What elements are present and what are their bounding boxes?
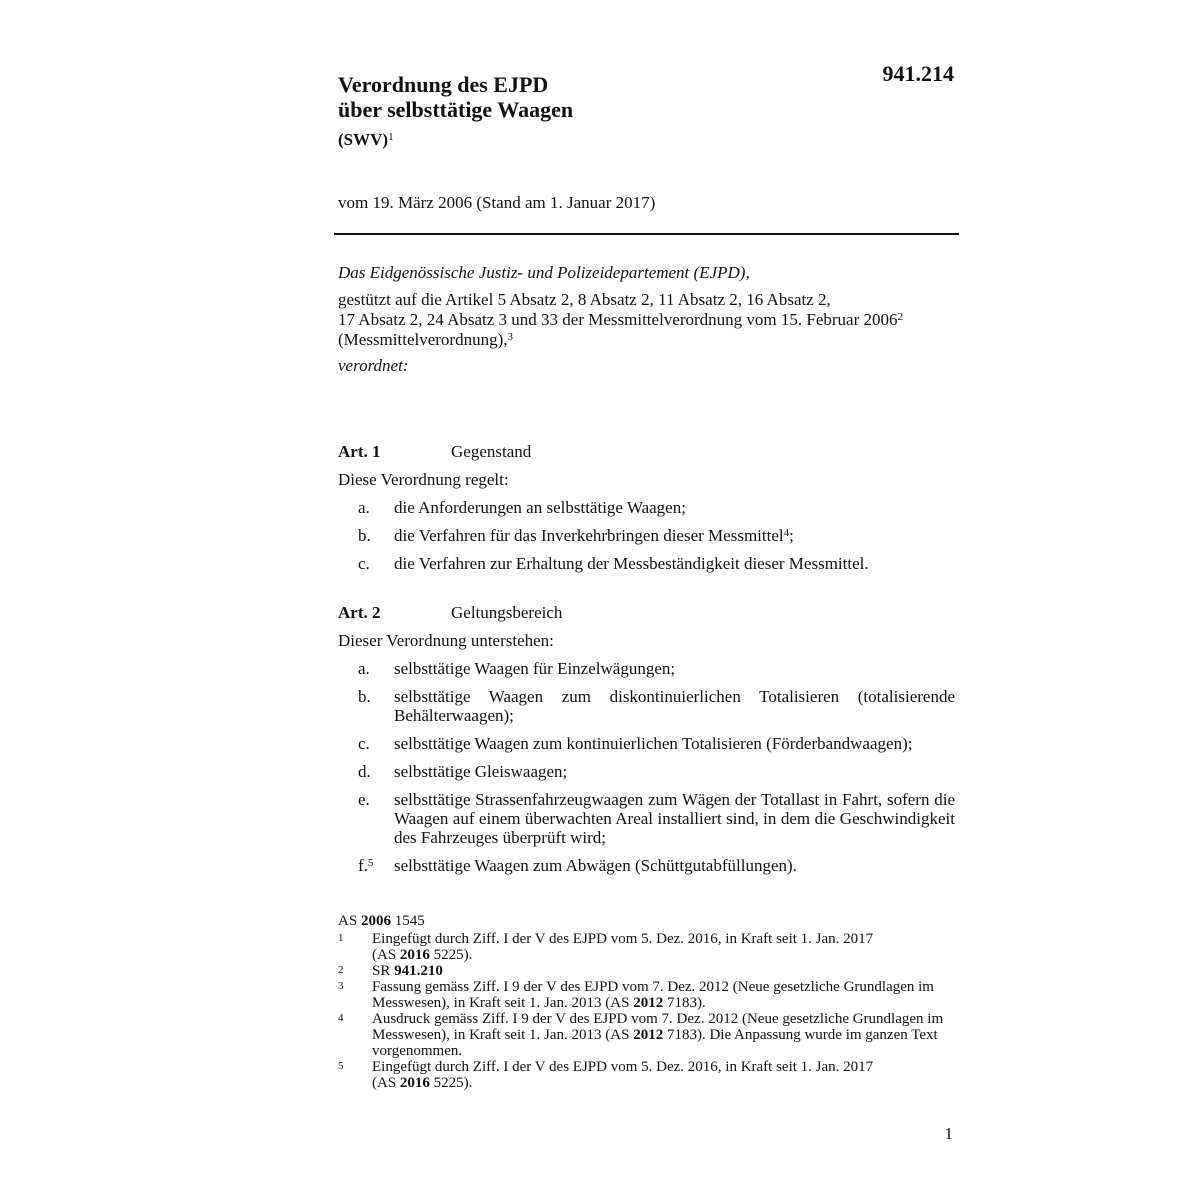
- fn3-bold: 2012: [633, 995, 664, 1011]
- item-text-end: ;: [789, 526, 794, 545]
- footnote-ref-2[interactable]: 2: [897, 311, 904, 323]
- item-letter-wrap: [338, 856, 394, 875]
- page-number: 1: [944, 1124, 953, 1143]
- abbreviation-text: (SWV): [338, 130, 389, 149]
- preamble-authority: Das Eidgenössische Justiz- und Polizeidepartement (EJPD),: [338, 263, 750, 282]
- as-page: 1545: [394, 913, 425, 929]
- date-line: vom 19. März 2006 (Stand am 1. Januar 2017): [338, 193, 656, 212]
- footnote-text: [372, 963, 958, 979]
- item-text: die Verfahren für das Inverkehrbringen dieser Messmittel: [394, 526, 784, 545]
- fn3-a: Fassung gemäss Ziff. I 9 der V des EJPD vom 7. Dez. 2012 (Neue gesetzliche Grundlagen im Messwesen), in Kraft seit 1. Jan. 2013 (AS: [372, 979, 934, 1011]
- preamble-verb: verordnet:: [338, 356, 409, 375]
- article-number: Art. 1: [338, 442, 381, 461]
- fn1-c: 5225).: [433, 947, 473, 963]
- fn4-a: Ausdruck gemäss Ziff. I 9 der V des EJPD vom 7. Dez. 2012 (Neue gesetzliche Grundlagen im Messwesen), in Kraft seit 1. Jan. 2013 (AS: [372, 1011, 944, 1043]
- item-letter: e.: [358, 790, 370, 809]
- document-title: [338, 72, 573, 122]
- fn1-a: Eingefügt durch Ziff. I der V des EJPD vom 5. Dez. 2016, in Kraft seit 1. Jan. 2017: [372, 931, 874, 947]
- fn2-a: SR: [372, 963, 391, 979]
- fn3-c: 7183).: [666, 995, 706, 1011]
- article-intro: Diese Verordnung regelt:: [338, 470, 509, 489]
- footnotes: [338, 913, 958, 1091]
- title-line-1: Verordnung des EJPD: [338, 72, 549, 97]
- fn5-a: Eingefügt durch Ziff. I der V des EJPD vom 5. Dez. 2016, in Kraft seit 1. Jan. 2017: [372, 1059, 874, 1075]
- footnote-4: [338, 1011, 958, 1059]
- footnote-2: [338, 963, 958, 979]
- fn1-bold: 2016: [399, 947, 430, 963]
- fn5-b: (AS: [372, 1075, 397, 1091]
- fn5-c: 5225).: [433, 1075, 473, 1091]
- sr-number: 941.214: [882, 61, 954, 86]
- item-letter: d.: [358, 762, 371, 781]
- item-text: selbsttätige Waagen zum diskontinuierlichen Totalisieren (totalisierende Behälterwaagen);: [394, 687, 955, 725]
- footnote-text: [372, 1011, 958, 1059]
- list-item: [338, 856, 955, 875]
- item-text-wrap: [394, 526, 955, 545]
- basis-line-2-text: 17 Absatz 2, 24 Absatz 3 und 33 der Messmittelverordnung vom 15. Februar 2006: [338, 310, 898, 329]
- item-letter: c.: [358, 734, 370, 753]
- list-item: [338, 659, 955, 678]
- article-title: Gegenstand: [451, 442, 532, 461]
- fn1-b: (AS: [372, 947, 397, 963]
- as-year: 2006: [360, 913, 391, 929]
- list-item: [338, 734, 955, 753]
- basis-line-2: [338, 310, 958, 330]
- article-intro: Dieser Verordnung unterstehen:: [338, 631, 554, 650]
- list-item: [338, 790, 955, 847]
- item-text: selbsttätige Waagen für Einzelwägungen;: [394, 659, 676, 678]
- footnote-1: [338, 931, 958, 963]
- fn2-bold: 941.210: [394, 963, 443, 979]
- item-text: selbsttätige Strassenfahrzeugwaagen zum Wägen der Totallast in Fahrt, sofern die Waagen auf einem überwachten Areal installiert sind, in dem die Geschwindigkeit des Fahrzeuges überprüft wird;: [394, 790, 955, 847]
- footnote-number: 4: [338, 1012, 344, 1024]
- footnote-number: 3: [338, 980, 344, 992]
- article-2: [338, 603, 955, 884]
- preamble: [338, 263, 958, 376]
- footnote-text: [372, 979, 958, 1011]
- fn5-bold: 2016: [399, 1075, 430, 1091]
- article-number: Art. 2: [338, 603, 381, 622]
- item-text: selbsttätige Waagen zum Abwägen (Schüttgutabfüllungen).: [394, 856, 797, 875]
- item-text: die Verfahren zur Erhaltung der Messbeständigkeit dieser Messmittel.: [394, 554, 869, 573]
- footnote-ref-1[interactable]: 1: [388, 131, 394, 143]
- item-text: selbsttätige Gleiswaagen;: [394, 762, 568, 781]
- fn4-c: 7183). Die Anpassung wurde im ganzen Text vorgenommen.: [372, 1027, 938, 1059]
- list-item: [338, 762, 955, 781]
- list-item: [338, 554, 955, 573]
- basis-line-3-text: (Messmittelverordnung),: [338, 330, 508, 349]
- footnote-number: 2: [338, 964, 344, 976]
- footnote-ref-5[interactable]: 5: [367, 857, 374, 869]
- list-item: [338, 498, 955, 517]
- as-prefix: AS: [338, 913, 358, 929]
- footnote-ref-4[interactable]: 4: [783, 527, 790, 539]
- footnote-text: [372, 1059, 958, 1091]
- footnote-5: [338, 1059, 958, 1091]
- footnote-text: [372, 931, 958, 963]
- article-heading: [338, 603, 955, 622]
- footnote-number: 5: [338, 1060, 344, 1072]
- preamble-basis: [338, 290, 958, 350]
- item-letter: f.: [358, 856, 368, 875]
- abbreviation: [338, 130, 394, 150]
- divider: [334, 233, 959, 235]
- title-line-2: über selbsttätige Waagen: [338, 97, 574, 122]
- list-item: [338, 687, 955, 725]
- item-letter: c.: [358, 554, 370, 573]
- as-reference: [338, 913, 958, 929]
- article-1: [338, 442, 955, 582]
- item-letter: b.: [358, 526, 371, 545]
- article-heading: [338, 442, 955, 461]
- item-text: die Anforderungen an selbsttätige Waagen;: [394, 498, 686, 517]
- fn4-bold: 2012: [633, 1027, 664, 1043]
- item-letter: b.: [358, 687, 371, 706]
- basis-line-3: [338, 330, 958, 350]
- article-title: Geltungsbereich: [451, 603, 563, 622]
- footnote-number: 1: [338, 932, 344, 944]
- footnote-3: [338, 979, 958, 1011]
- footnote-ref-3[interactable]: 3: [507, 331, 513, 343]
- basis-line-1: gestützt auf die Artikel 5 Absatz 2, 8 Absatz 2, 11 Absatz 2, 16 Absatz 2,: [338, 290, 831, 309]
- item-letter: a.: [358, 659, 370, 678]
- item-text: selbsttätige Waagen zum kontinuierlichen Totalisieren (Förderbandwaagen);: [394, 734, 913, 753]
- item-letter: a.: [358, 498, 370, 517]
- list-item: [338, 526, 955, 545]
